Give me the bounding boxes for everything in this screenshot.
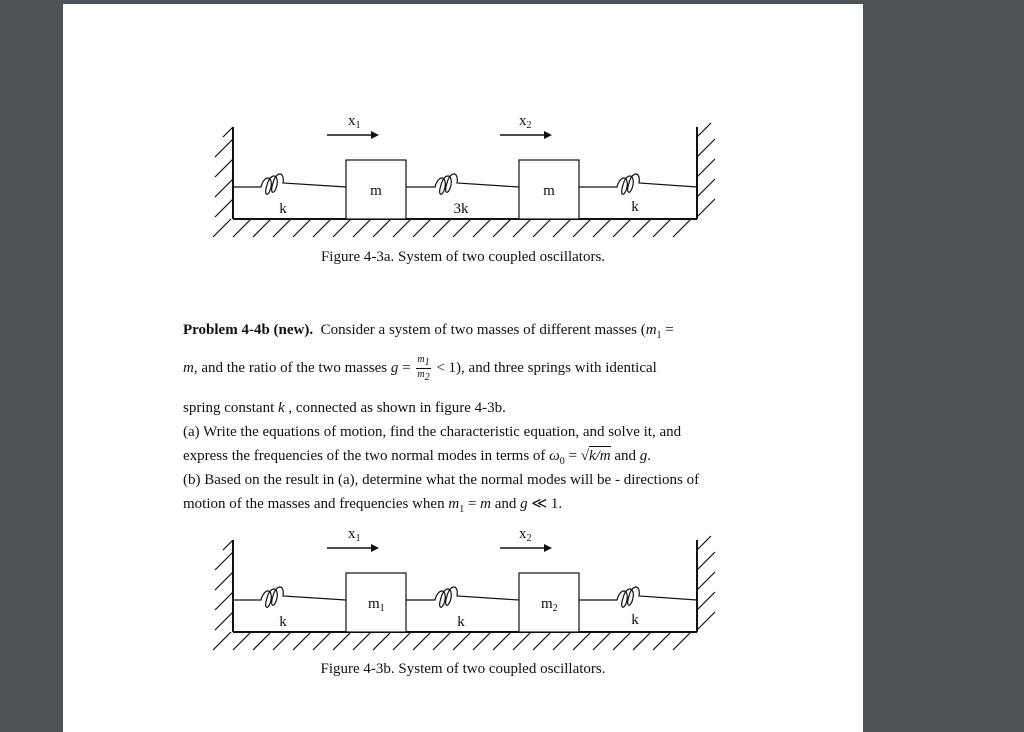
problem-line-5: express the frequencies of the two normal modes in terms of $\omega_0 = √k/m$ and g. — [183, 448, 652, 467]
spring-left-b — [233, 587, 346, 607]
left-wall-hatching-b — [215, 540, 233, 630]
figure-b-drawing — [63, 522, 863, 654]
problem-heading: Problem 4-4b (new). — [183, 322, 314, 338]
right-wall-hatching — [697, 123, 715, 217]
mass-ratio-fraction: $\frac{m_1}{m_2}$ — [417, 354, 430, 383]
spring-right-label: k — [631, 199, 639, 215]
spring-left — [233, 174, 346, 194]
label-x1: $x_1$ — [348, 113, 361, 131]
spring-right — [579, 174, 697, 194]
spring-right-b-label: k — [631, 612, 639, 628]
spring-middle-label: 3k — [453, 201, 469, 217]
arrow-x1-icon — [371, 131, 379, 139]
label-x2-b: $x_2$ — [519, 526, 532, 544]
figure-a-caption: Figure 4-3a. System of two coupled oscillators. — [320, 249, 606, 265]
spring-middle — [406, 174, 519, 194]
spring-middle-b — [406, 587, 519, 607]
arrow-x1-b-icon — [371, 544, 379, 552]
document-page — [63, 4, 863, 732]
figure-4-3a — [63, 109, 863, 239]
arrow-x2-icon — [544, 131, 552, 139]
problem-line-1: Problem 4-4b (new). Consider a system of two masses of different masses ($m_1$ = — [183, 322, 674, 341]
figure-a-drawing — [63, 109, 863, 239]
label-x2: $x_2$ — [519, 113, 532, 131]
spring-left-label: k — [279, 201, 287, 217]
figure-b-caption: Figure 4-3b. System of two coupled oscillators. — [320, 661, 606, 677]
problem-line-6: (b) Based on the result in (a), determine what the normal modes will be - directions of — [183, 472, 700, 488]
figure-4-3b — [63, 522, 863, 654]
mass-m2-label: $m_2$ — [541, 596, 558, 614]
left-wall-hatching — [215, 127, 233, 217]
mass-1-label: m — [370, 183, 382, 199]
mass-2-label: m — [543, 183, 555, 199]
spring-middle-b-label: k — [457, 614, 465, 630]
problem-line-7: motion of the masses and frequencies when $m_1 = m$ and g ≪ 1. — [183, 496, 563, 515]
spring-right-b — [579, 587, 697, 607]
label-x1-b: $x_1$ — [348, 526, 361, 544]
problem-line-3: spring constant k , connected as shown in figure 4-3b. — [183, 400, 506, 416]
floor-hatching-b — [213, 632, 691, 650]
floor-hatching — [213, 219, 691, 237]
problem-line-4: (a) Write the equations of motion, find the characteristic equation, and solve it, and — [183, 424, 682, 440]
problem-line-2: m, and the ratio of the two masses g = $\frac{m_1}{m_2}$ < 1), and three springs with identical — [183, 354, 657, 383]
arrow-x2-b-icon — [544, 544, 552, 552]
mass-m1-label: $m_1$ — [368, 596, 385, 614]
right-wall-hatching-b — [697, 536, 715, 630]
spring-left-b-label: k — [279, 614, 287, 630]
